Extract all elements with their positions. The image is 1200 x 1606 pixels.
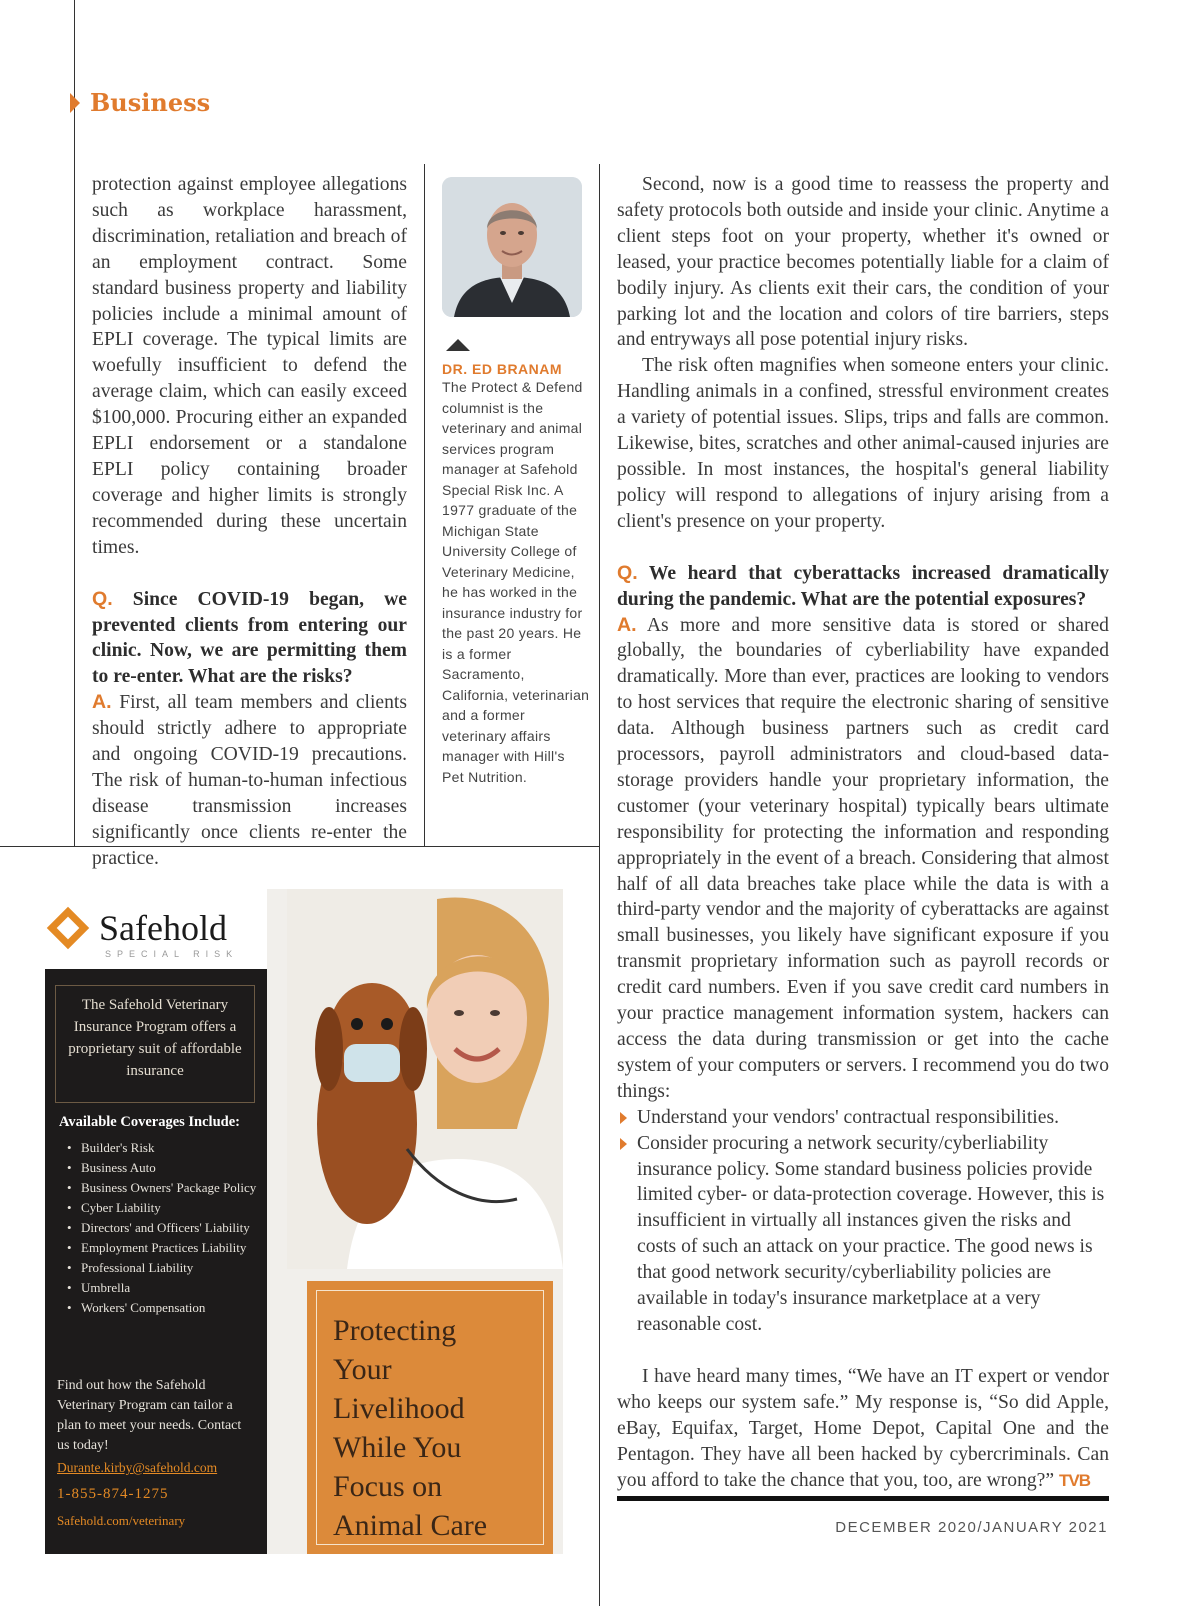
q-mark: Q.: [92, 587, 113, 610]
author-bio-text: The Protect & Defend columnist is the veterinary and animal services program manager at Safehold Special Risk Inc. A 1977 graduate of the Michigan State University College of Veterinary Medicine, he has worked in the insurance industry for the past 20 years. He is a former Sacramento, California, veterinarian and a former veterinary affairs manager with Hill's Pet Nutrition.: [442, 379, 590, 785]
ad-intro: The Safehold Veterinary Insurance Program offers a proprietary suit of affordable insurance: [55, 985, 255, 1103]
section-title: Business: [90, 88, 211, 117]
answer-text: First, all team members and clients should strictly adhere to appropriate and ongoing COVID-19 precautions. The risk of human-to-human infectious disease transmission increases significantly once clients re-enter the practice.: [92, 692, 407, 869]
left-paragraph: protection against employee allegations such as workplace harassment, discrimination, retaliation and breach of an employment contract. Some standard business property and liability policies include a minimal amount of EPLI coverage. The typical limits are woefully insufficient to defend the average claim, which can easily exceed $100,000. Procuring either an expanded EPLI endorsement or a standalone EPLI policy containing broader coverage and higher limits is strongly recommended during these uncertain times.: [92, 174, 407, 558]
ad-left-panel: [45, 889, 267, 1554]
ad-right-panel: [267, 889, 563, 1554]
answer-cyber: [617, 613, 1109, 1105]
question-cyber: [617, 561, 1109, 613]
right-paragraph-1: Second, now is a good time to reassess the property and safety protocols both outside and inside your clinic. Anytime a client steps foot on your property, whether it's owned or leased, your practice becomes potentially liable for a claim of bodily injury. As clients exit their cars, the condition of your parking lot and the location and colors of tire barriers, steps and entryways all pose potential injury risks.: [617, 174, 1109, 351]
list-item: Understand your vendors' contractual responsibilities.: [617, 1105, 1109, 1131]
right-paragraph-2: The risk often magnifies when someone enters your clinic. Handling animals in a confined, stressful environment creates a variety of potential issues. Slips, trips and falls are common. Likewise, bites, scratches and other animal-caused injuries are possible. In most instances, the hospital's general liability policy will respond to allegations of injury arising from a client's presence on your property.: [617, 355, 1109, 532]
list-item: • Employment Practices Liability: [61, 1240, 261, 1255]
safehold-logo-icon: [47, 907, 89, 949]
footer-rule: [617, 1496, 1109, 1501]
safehold-advertisement[interactable]: [45, 889, 563, 1554]
end-mark-logo: TVB: [1058, 1470, 1090, 1490]
left-column: [92, 172, 407, 872]
section-header: [70, 88, 210, 117]
issue-date: DECEMBER 2020/JANUARY 2021: [835, 1519, 1108, 1536]
ad-coverages-heading: Available Coverages Include:: [59, 1114, 240, 1130]
list-item: • Cyber Liability: [61, 1200, 261, 1215]
bullet-arrow-icon: [620, 1112, 627, 1124]
ad-phone[interactable]: 1-855-874-1275: [57, 1486, 169, 1502]
author-photo: [442, 177, 582, 317]
q-mark: Q.: [617, 561, 638, 584]
ad-coverages-list: [61, 1135, 261, 1315]
column-rule-2: [599, 164, 600, 1606]
recommendation-list: [617, 1105, 1109, 1338]
list-item: • Business Auto: [61, 1160, 261, 1175]
ad-tagline-panel: [307, 1281, 553, 1554]
answer-covid: [92, 690, 407, 871]
list-item: • Umbrella: [61, 1280, 261, 1295]
vet-with-dog-illustration: [287, 889, 563, 1269]
question-covid: [92, 587, 407, 691]
right-column: [617, 172, 1109, 1493]
bullet-arrow-icon: [620, 1138, 627, 1150]
ad-logo-sub: SPECIAL RISK: [105, 949, 239, 959]
column-rule-1: [424, 164, 425, 846]
list-item: Consider procuring a network security/cyberliability insurance policy. Some standard business policies provide limited cyber- or data-protection coverage. However, this is insufficient in virtually all instances given the risks and costs of such an attack on your practice. The good news is that good network security/cyberliability policies are available in today's insurance marketplace at a very reasonable cost.: [617, 1131, 1109, 1338]
question-text: We heard that cyberattacks increased dramatically during the pandemic. What are the potential exposures?: [617, 562, 1109, 610]
closing-paragraph: I have heard many times, “We have an IT expert or vendor who keeps our system safe.” My response is, “So did Apple, eBay, Equifax, Target, Home Depot, Capital One and the Pentagon. They have all been hacked by cybercriminals. Can you afford to take the chance that you, too, are wrong?” TVB: [617, 1365, 1109, 1491]
author-name: DR. ED BRANAM: [442, 361, 563, 377]
list-item: • Builder's Risk: [61, 1140, 261, 1155]
ad-email-link[interactable]: Durante.kirby@safehold.com: [57, 1460, 218, 1475]
a-mark: A.: [92, 691, 112, 714]
list-item: • Directors' and Officers' Liability: [61, 1220, 261, 1235]
list-item: • Professional Liability: [61, 1260, 261, 1275]
list-item: • Business Owners' Package Policy: [61, 1180, 261, 1195]
a-mark: A.: [617, 613, 637, 636]
ad-logo-box: [45, 889, 267, 969]
ad-cta: Find out how the Safehold Veterinary Program can tailor a plan to meet your needs. Contact us today!: [57, 1378, 242, 1453]
author-bio: [442, 177, 590, 787]
ad-website-link[interactable]: Safehold.com/veterinary: [57, 1513, 186, 1528]
ad-logo: Safehold: [99, 908, 227, 948]
page-left-rule: [74, 0, 75, 846]
caption-pointer-icon: [446, 339, 470, 351]
list-item: • Workers' Compensation: [61, 1300, 261, 1315]
ad-tagline: Protecting Your Livelihood While You Focus on Animal Care: [333, 1314, 488, 1542]
answer-text: As more and more sensitive data is stored or shared globally, the boundaries of cyberliability have expanded dramatically. More than ever, practices are looking to vendors to host services that require the electronic sharing of sensitive data. Although business partners such as credit card processors, payroll administrators and cloud-based data-storage providers handle your proprietary information, the customer (your veterinary hospital) typically bears ultimate responsibility for protecting the information and responding appropriately in the event of a breach. Considering that almost half of all data breaches take place while the data is with a third-party vendor and the majority of cyberattacks are against small businesses, you likely have significant exposure if you transmit proprietary information such as payroll records or credit card numbers. Even if you save credit card numbers in your practice management information system, hackers can access the data during transmission or get into the cache system of your computers or servers. I recommend you do two things:: [617, 614, 1109, 1102]
question-text: Since COVID-19 began, we prevented clients from entering our clinic. Now, we are permitting them to re-enter. What are the risks?: [92, 588, 407, 688]
section-arrow-icon: [70, 93, 80, 113]
